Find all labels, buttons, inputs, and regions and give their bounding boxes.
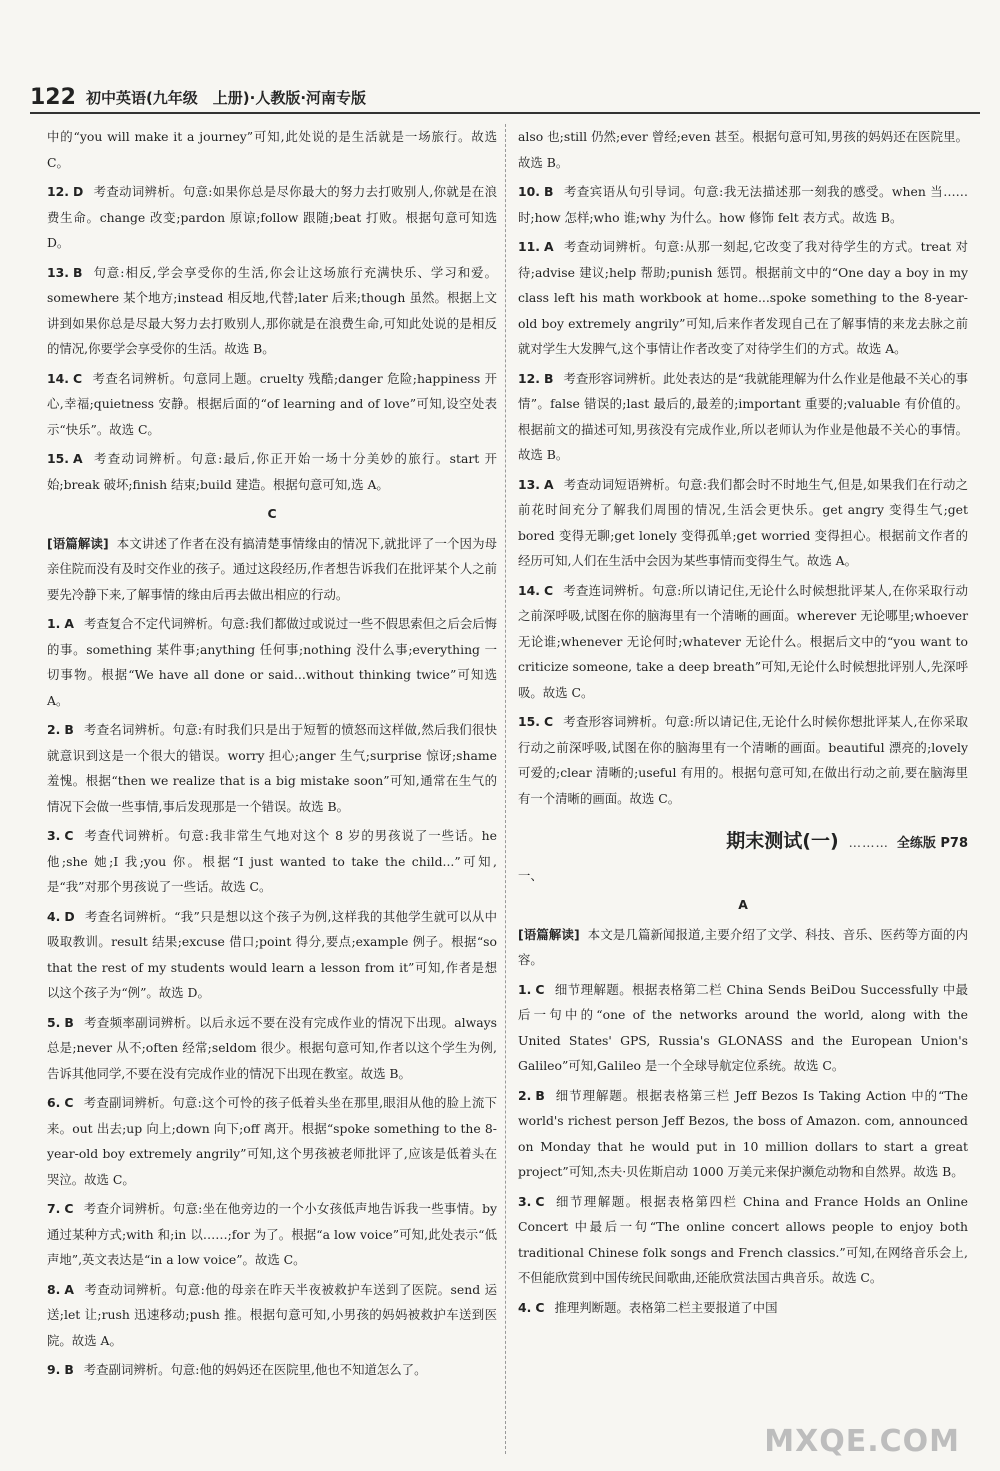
answer-letter: C	[535, 1299, 545, 1315]
question-number: 2.	[47, 722, 61, 737]
section-letter-a: A	[738, 897, 748, 912]
explanation-text: 考查动词辨析。句意:最后,你正开始一场十分美妙的旅行。start 开始;break 破坏;finish 结束;build 建造。根据句意可知,选 A。	[47, 451, 497, 492]
answer-list-c	[47, 611, 497, 1383]
question-number: 15.	[518, 714, 540, 729]
explanation-text: 考查名词辨析。“我”只是想以这个孩子为例,这样我的其他学生就可以从中吸取教训。result 结果;excuse 借口;point 得分,要点;example 例子。根据“so that the rest of my students would learn a lesson from it”可知,作者是想以这个孩子为“例”。故选 D。	[47, 908, 497, 1000]
question-number: 12.	[47, 184, 69, 199]
explanation-text: 考查介词辨析。句意:坐在他旁边的一个小女孩低声地告诉我一些事情。by 通过某种方式;with 和;in 以……;for 为了。根据“a low voice”可知,此处表示“低声地”,英文表达是“in a low voice”。故选 C。	[47, 1201, 497, 1267]
reading-analysis	[518, 922, 968, 973]
question-number: 14.	[518, 582, 540, 598]
exam-heading	[518, 829, 968, 857]
answer-item	[518, 1295, 968, 1321]
answer-item	[47, 1090, 497, 1192]
answer-item	[518, 179, 968, 230]
part-number: 一、	[518, 867, 543, 883]
question-number: 5.	[47, 1014, 61, 1030]
answer-item	[47, 366, 497, 443]
answer-letter: C	[535, 1193, 545, 1209]
question-number: 9.	[47, 1362, 61, 1377]
answer-item	[518, 578, 968, 706]
answer-item	[47, 1277, 497, 1354]
explanation-text: 考查动词短语辨析。句意:我们都会时不时地生气,但是,如果我们在行动之前花时间充分了解我们周围的情况,生活会更快乐。get angry 变得生气;get bored 变得无聊;get lonely 变得孤单;get worried 变得担心。根据前文作者的经历可知,人们在生活中会因为某些事情而变得生气。故选 A。	[518, 476, 968, 568]
explanation-text: 细节理解题。根据表格第二栏 China Sends BeiDou Successfully 中最后一句中的“one of the networks around the world, along with the United States' GPS, Russia's GLONASS and the European Union's Galileo”可知,Galileo 是一个全球导航定位系统。故选 C。	[518, 981, 968, 1073]
answer-item	[518, 977, 968, 1079]
continued-text: 中的“you will make it a journey”可知,此处说的是生活就是一场旅行。故选 C。	[47, 129, 497, 170]
answer-list-c-cont	[518, 179, 968, 811]
explanation-text: 考查形容词辨析。句意:所以请记住,无论什么时候你想批评某人,在你采取行动之前深呼吸,试图在你的脑海里有一个清晰的画面。beautiful 漂亮的;lovely 可爱的;clear 清晰的;useful 有用的。根据句意可知,在做出行动之前,要在脑海里有一个清晰的画面。故选 C。	[518, 714, 968, 806]
answer-letter: D	[72, 184, 84, 199]
explanation-text: 细节理解题。根据表格第四栏 China and France Holds an Online Concert 中最后一句“The online concert allows people to enjoy both traditional Chinese folk songs and French classics.”可知,在网络音乐会上,不但能欣赏到中国传统民间歌曲,还能欣赏法国古典音乐。故选 C。	[518, 1193, 968, 1285]
answer-letter: B	[64, 1362, 74, 1377]
question-number: 3.	[47, 828, 61, 843]
page-header	[30, 82, 980, 114]
exam-dots: ………	[848, 835, 889, 850]
answer-item	[47, 260, 497, 362]
explanation-text: 考查动词辨析。句意:如果你总是尽你最大的努力去打败别人,你就是在浪费生命。change 改变;pardon 原谅;follow 跟随;beat 打败。根据句意可知选 D。	[47, 184, 497, 250]
answer-list-b	[47, 179, 497, 497]
answer-letter: C	[543, 714, 554, 729]
left-column	[47, 124, 497, 1387]
explanation-text: 考查副词辨析。句意:他的妈妈还在医院里,他也不知道怎么了。	[83, 1362, 427, 1377]
question-number: 6.	[47, 1095, 61, 1110]
answer-item	[47, 1357, 497, 1383]
answer-item	[47, 904, 497, 1006]
explanation-text: 考查频率副词辨析。以后永远不要在没有完成作业的情况下出现。always 总是;never 从不;often 经常;seldom 很少。根据句意可知,作者以这个学生为例,告诉其他同学,不要在没有完成作业的情况下出现在教室。故选 B。	[47, 1014, 497, 1081]
answer-letter: B	[543, 370, 554, 386]
reading-tag: [语篇解读]	[47, 535, 109, 551]
explanation-text: 考查连词辨析。句意:所以请记住,无论什么时候想批评某人,在你采取行动之前深呼吸,试图在你的脑海里有一个清晰的画面。wherever 无论哪里;whoever 无论谁;whenever 无论何时;whatever 无论什么。根据后文中的“you want to criticize someone, take a deep breath”可知,无论什么时候想批评别人,先深呼吸。故选 C。	[518, 582, 968, 700]
question-number: 15.	[47, 451, 69, 466]
answer-letter: A	[72, 451, 83, 466]
answer-item	[47, 611, 497, 713]
question-number: 4.	[518, 1299, 532, 1315]
answer-letter: B	[543, 184, 554, 199]
exam-page-ref: 全练版 P78	[896, 836, 968, 851]
answer-letter: B	[64, 1014, 74, 1030]
explanation-text: 考查名词辨析。句意:有时我们只是出于短暂的愤怒而这样做,然后我们很快就意识到这是一个很大的错误。worry 担心;anger 生气;surprise 惊讶;shame 羞愧。根据“then we realize that is a big mistake soon”可知,通常在生气的情况下会做一些事情,事后发现那是一个错误。故选 B。	[47, 722, 497, 814]
explanation-text: 考查动词辨析。句意:从那一刻起,它改变了我对待学生的方式。treat 对待;advise 建议;help 帮助;punish 惩罚。根据前文中的“One day a boy in my class left his math workbook at home...spoke something to the 8-year-old boy extremely angrily”可知,后来作者发现自己在了解事情的来龙去脉之前就对学生大发脾气,这个事情让作者改变了对待学生们的方式。故选 A。	[518, 239, 968, 356]
section-letter-c: C	[267, 506, 277, 521]
explanation-text: 考查宾语从句引导词。句意:我无法描述那一刻我的感受。when 当……时;how 怎样;who 谁;why 为什么。how 修饰 felt 表方式。故选 B。	[518, 184, 968, 225]
question-number: 1.	[47, 616, 61, 631]
exam-answer-list	[518, 977, 968, 1321]
answer-item	[47, 823, 497, 900]
question-number: 3.	[518, 1193, 532, 1209]
reading-analysis	[47, 531, 497, 608]
answer-item	[47, 1010, 497, 1087]
answer-item	[518, 709, 968, 811]
explanation-text: 细节理解题。根据表格第三栏 Jeff Bezos Is Taking Action 中的“The world's richest person Jeff Bezos, the boss of Amazon. com, announced on Monday that he would put in 10 million dollars to start a great project”可知,杰夫·贝佐斯启动 1000 万美元来保护濒危动物和自然界。故选 B。	[518, 1087, 968, 1179]
answer-letter: C	[64, 1201, 74, 1216]
answer-item	[518, 1083, 968, 1185]
explanation-text: 推理判断题。表格第二栏主要报道了中国	[554, 1299, 778, 1315]
answer-item	[518, 472, 968, 574]
answer-letter: B	[535, 1087, 545, 1103]
answer-letter: A	[64, 1281, 74, 1297]
answer-letter: B	[64, 722, 74, 737]
answer-item	[47, 1196, 497, 1273]
answer-letter: C	[543, 582, 554, 598]
answer-letter: C	[535, 981, 545, 997]
reading-tag: [语篇解读]	[518, 926, 580, 942]
answer-letter: D	[64, 908, 75, 924]
page-number: 122	[30, 84, 76, 110]
answer-item	[47, 717, 497, 819]
answer-letter: C	[64, 1095, 74, 1110]
continued-text: also 也;still 仍然;ever 曾经;even 甚至。根据句意可知,男孩的妈妈还在医院里。故选 B。	[518, 129, 968, 170]
answer-item	[47, 179, 497, 256]
explanation-text: 句意:相反,学会享受你的生活,你会让这场旅行充满快乐、学习和爱。somewhere 某个地方;instead 相反地,代替;later 后来;though 虽然。根据上文讲到如果你总是尽最大努力去打败别人,那你就是在浪费生命,可知此处说的是相反的情况,你要学会享受你的生活。故选 B。	[47, 264, 497, 356]
question-number: 13.	[518, 476, 540, 492]
answer-item	[518, 234, 968, 362]
book-title: 初中英语(九年级 上册)·人教版·河南专版	[85, 88, 367, 107]
question-number: 7.	[47, 1201, 61, 1216]
explanation-text: 考查代词辨析。句意:我非常生气地对这个 8 岁的男孩说了一些话。he 他;she 她;I 我;you 你。根据“I just wanted to take the child...”可知,是“我”对那个男孩说了一些话。故选 C。	[47, 828, 497, 894]
reading-text: 本文讲述了作者在没有搞清楚事情缘由的情况下,就批评了一个因为母亲住院而没有及时交作业的孩子。通过这段经历,作者想告诉我们在批评某个人之前要先冷静下来,了解事情的缘由后再去做出相应的行动。	[47, 535, 498, 602]
answer-letter: A	[543, 476, 554, 492]
question-number: 13.	[47, 264, 69, 280]
column-divider	[505, 124, 507, 1454]
question-number: 8.	[47, 1281, 61, 1297]
watermark-logo: MXQE.COM	[764, 1424, 960, 1459]
explanation-text: 考查副词辨析。句意:这个可怜的孩子低着头坐在那里,眼泪从他的脸上流下来。out 出去;up 向上;down 向下;off 离开。根据“spoke something to the 8-year-old boy extremely angrily”可知,这个男孩被老师批评了,应该是低着头在哭泣。故选 C。	[47, 1095, 497, 1187]
answer-letter: C	[72, 370, 83, 386]
explanation-text: 考查形容词辨析。此处表达的是“我就能理解为什么作业是他最不关心的事情”。false 错误的;last 最后的,最差的;important 重要的;valuable 有价值的。根据前文的描述可知,男孩没有完成作业,所以老师认为作业是他最不关心的事情。故选 B。	[518, 370, 968, 462]
answer-item	[518, 366, 968, 468]
answer-item	[47, 446, 497, 497]
question-number: 4.	[47, 908, 61, 924]
explanation-text: 考查复合不定代词辨析。句意:我们都做过或说过一些不假思索但之后会后悔的事。something 某件事;anything 任何事;nothing 没什么事;everything 一切事物。根据“We have all done or said...without thinking twice”可知选 A。	[47, 616, 498, 708]
answer-letter: C	[64, 828, 74, 843]
question-number: 12.	[518, 370, 540, 386]
question-number: 2.	[518, 1087, 532, 1103]
answer-item	[518, 1189, 968, 1291]
explanation-text: 考查动词辨析。句意:他的母亲在昨天半夜被救护车送到了医院。send 运送;let 让;rush 迅速移动;push 推。根据句意可知,小男孩的妈妈被救护车送到医院。故选 A。	[47, 1281, 497, 1348]
question-number: 11.	[518, 239, 540, 254]
question-number: 10.	[518, 184, 540, 199]
question-number: 1.	[518, 981, 532, 997]
question-number: 14.	[47, 370, 69, 386]
exam-title: 期末测试(一)	[726, 830, 839, 852]
explanation-text: 考查名词辨析。句意同上题。cruelty 残酷;danger 危险;happiness 开心,幸福;quietness 安静。根据后面的“of learning and of love”可知,设空处表示“快乐”。故选 C。	[47, 370, 497, 437]
right-column	[518, 124, 968, 1324]
answer-letter: A	[543, 239, 554, 254]
reading-text: 本文是几篇新闻报道,主要介绍了文学、科技、音乐、医药等方面的内容。	[518, 926, 968, 967]
answer-letter: B	[72, 264, 83, 280]
answer-letter: A	[64, 616, 74, 631]
